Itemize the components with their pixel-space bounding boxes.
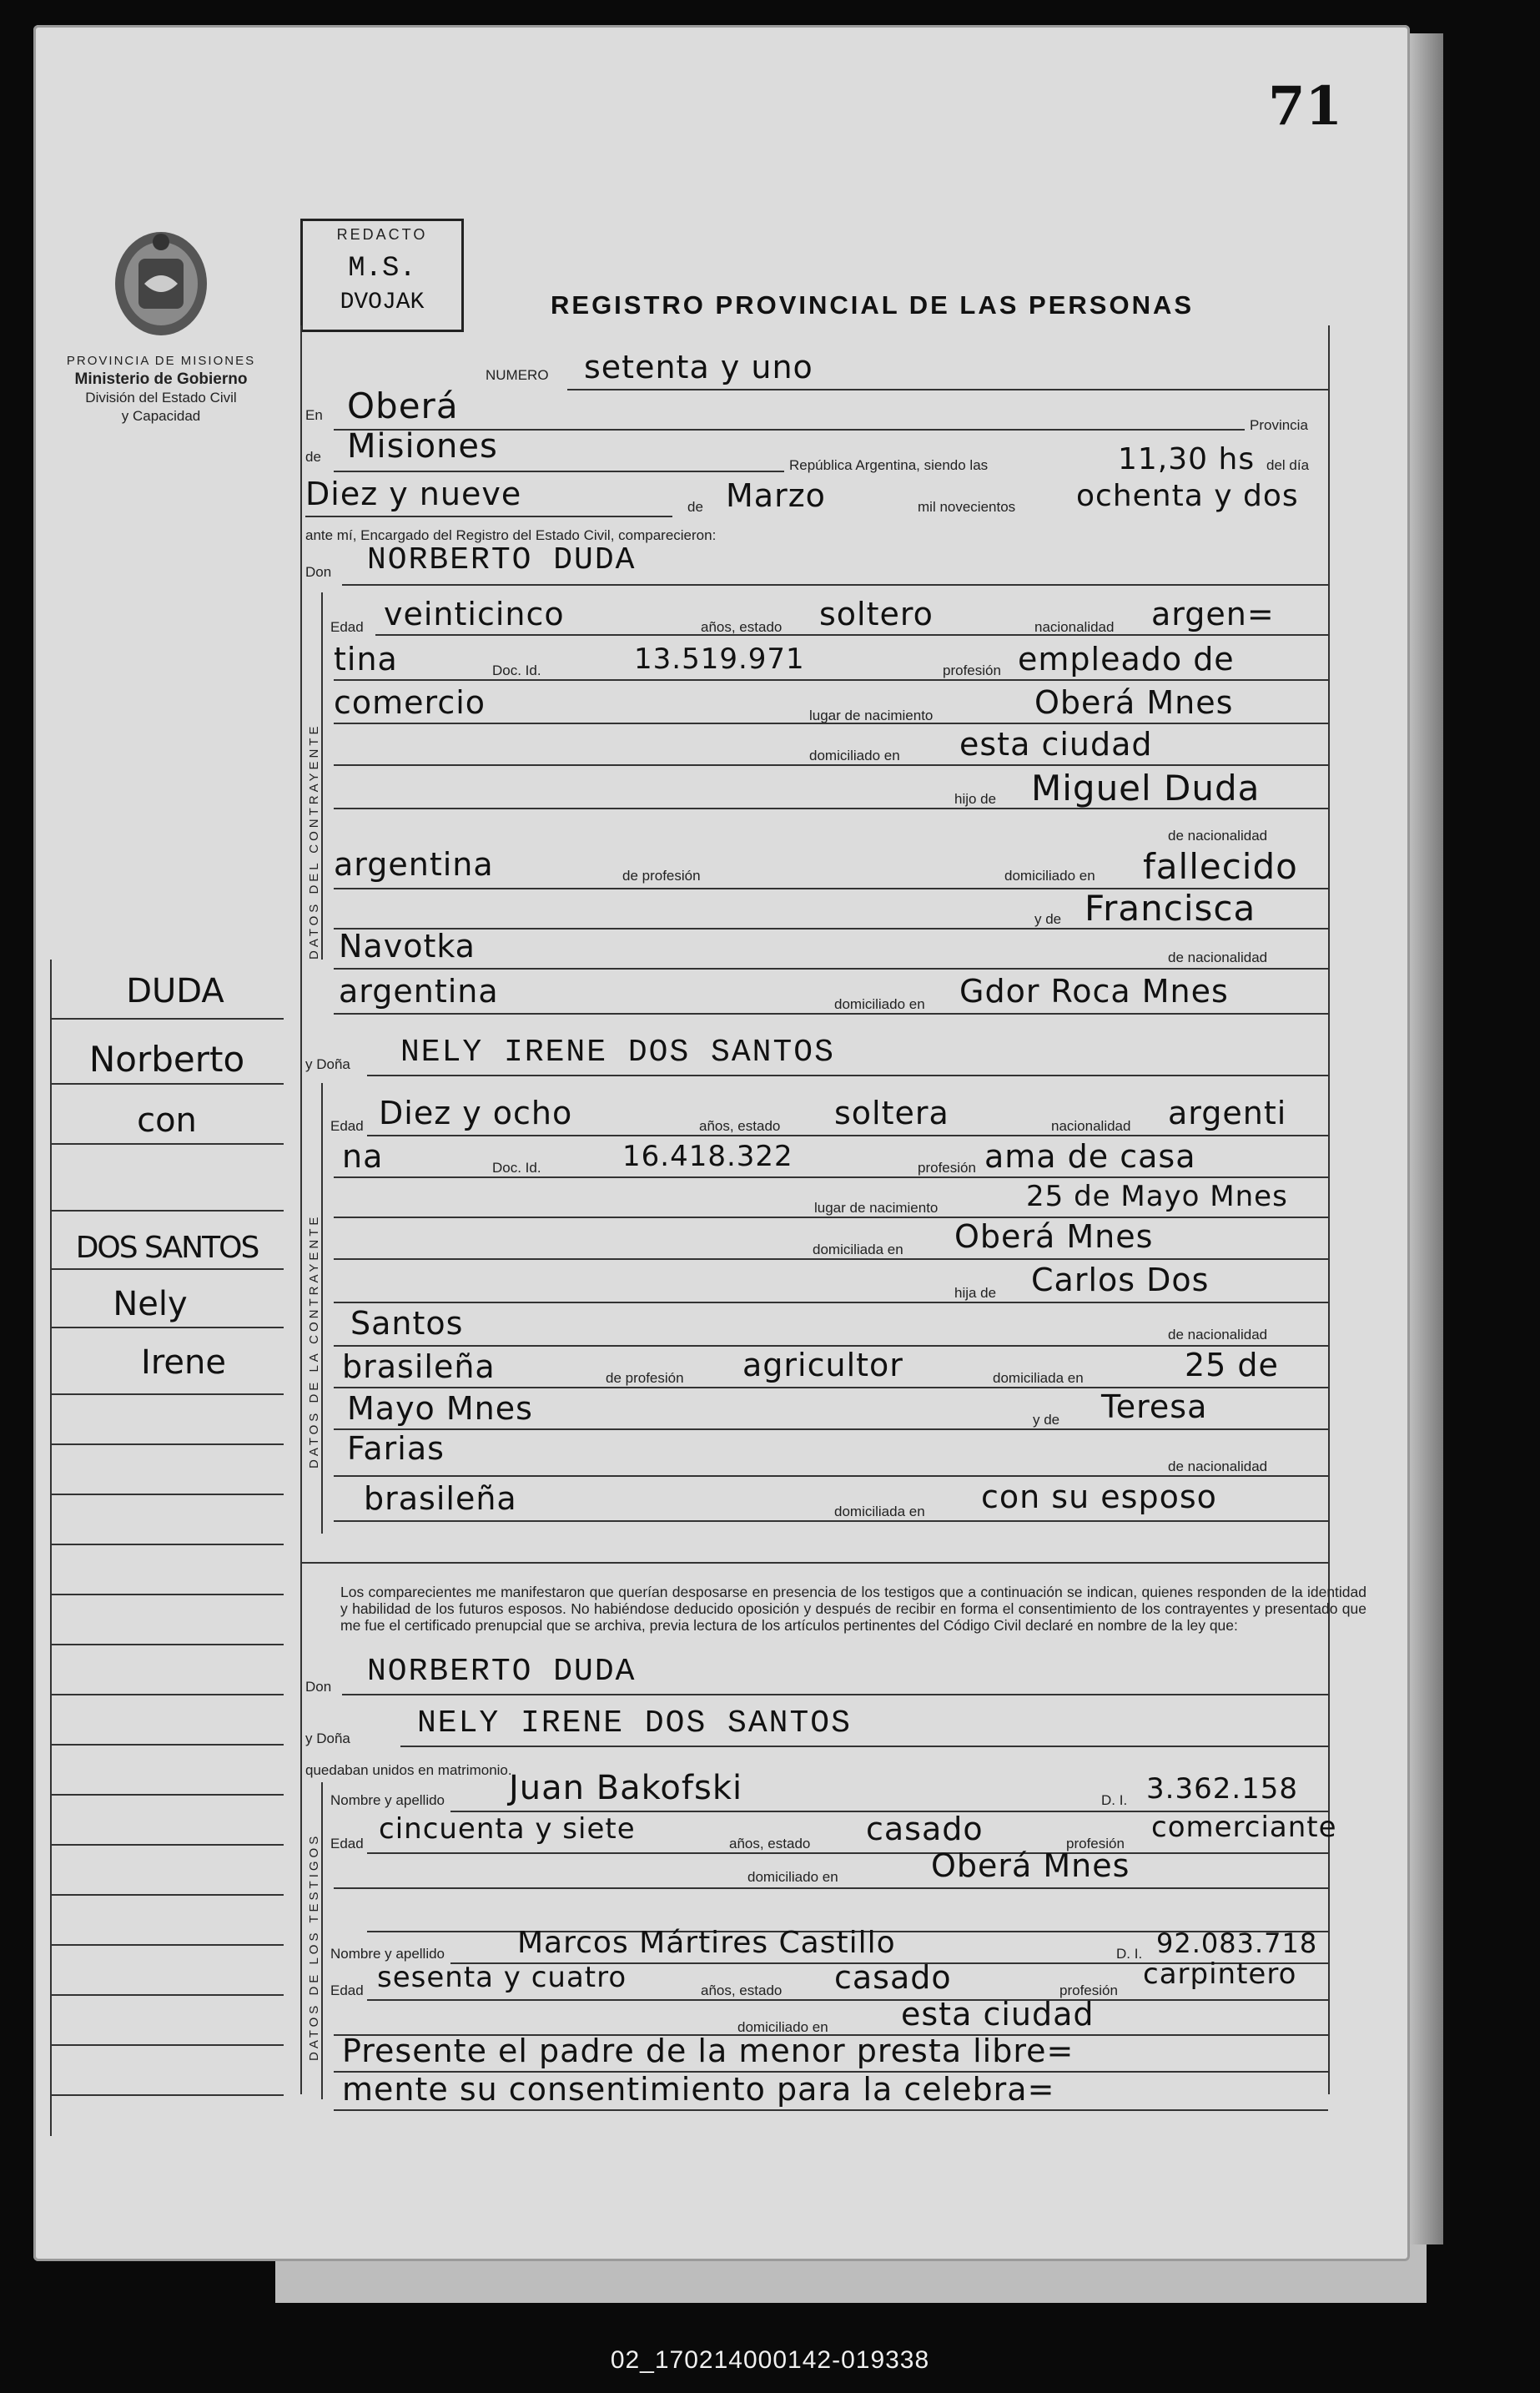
- mes-value: Marzo: [726, 477, 826, 514]
- nacionalidad-value-b: tina: [334, 641, 398, 678]
- t2-dom-label: domiciliado en: [737, 2019, 828, 2035]
- quedaban-label: quedaban unidos en matrimonio.: [305, 1762, 512, 1778]
- rule: [334, 808, 1328, 809]
- f-de-nac-label: de nacionalidad: [1168, 1327, 1268, 1343]
- madre-domicilio-value: Gdor Roca Mnes: [959, 973, 1229, 1010]
- f-estado-label: años, estado: [699, 1118, 781, 1134]
- rule: [334, 2109, 1328, 2111]
- f-domicilio-label: domiciliada en: [813, 1242, 903, 1257]
- en-value: Oberá: [347, 385, 459, 426]
- nacionalidad-value-a: argen=: [1151, 596, 1275, 632]
- margin-line: [50, 1894, 284, 1896]
- section-label-bride: DATOS DE LA CONTRAYENTE: [307, 1213, 321, 1469]
- rule: [367, 1999, 1328, 2001]
- f-doc-label: Doc. Id.: [492, 1160, 541, 1176]
- madre-nac-label: de nacionalidad: [1168, 950, 1268, 965]
- rule: [367, 1135, 1328, 1136]
- y-de-label: y de: [1034, 911, 1062, 927]
- madre-nacionalidad-value: argentina: [339, 973, 499, 1010]
- f-estado-value: soltera: [834, 1095, 949, 1131]
- margin-line: [50, 1794, 284, 1796]
- numero-label: NUMERO: [486, 367, 549, 383]
- witness-note-line2: mente su consentimiento para la celebra=: [342, 2071, 1055, 2108]
- de-value: Misiones: [347, 427, 498, 466]
- t2-edad-value: sesenta y cuatro: [377, 1961, 627, 1994]
- del-dia-label: del día: [1266, 457, 1310, 473]
- margin-line: [50, 1994, 284, 1996]
- margin-line: [50, 1844, 284, 1846]
- edad-label: Edad: [330, 619, 364, 635]
- don-label: Don: [305, 564, 332, 580]
- ante-label: ante mí, Encargado del Registro del Estado Civil, comparecieron:: [305, 527, 717, 543]
- t1-dom-label: domiciliado en: [747, 1869, 838, 1885]
- mil-label: mil novecientos: [918, 499, 1016, 515]
- rule: [334, 679, 1328, 681]
- f-padre-value-a: Carlos Dos: [1031, 1262, 1210, 1298]
- margin-line: [50, 1694, 284, 1695]
- t1-di-value: 3.362.158: [1146, 1772, 1299, 1806]
- f-edad-label: Edad: [330, 1118, 364, 1134]
- t1-estado-label: años, estado: [729, 1836, 811, 1851]
- anio-value: ochenta y dos: [1076, 479, 1299, 513]
- union-don-value: NORBERTO DUDA: [367, 1654, 637, 1690]
- y-dona-label: y Doña: [305, 1056, 350, 1072]
- register-page: [33, 25, 1410, 2261]
- rule: [334, 764, 1328, 766]
- margin-line: [50, 1083, 284, 1085]
- t1-dom-value: Oberá Mnes: [931, 1847, 1130, 1884]
- margin-line: [50, 1018, 284, 1020]
- hijo-label: hijo de: [954, 791, 997, 807]
- profesion-value-a: empleado de: [1018, 641, 1235, 678]
- margin-given-bride-2: Irene: [141, 1343, 226, 1382]
- t1-di-label: D. I.: [1101, 1792, 1128, 1808]
- document-title: REGISTRO PROVINCIAL DE LAS PERSONAS: [551, 290, 1195, 320]
- edad-value: veinticinco: [384, 596, 565, 632]
- margin-connector: con: [137, 1101, 197, 1140]
- f-dom2-label: domiciliada en: [993, 1370, 1084, 1386]
- rule: [334, 1176, 1328, 1178]
- margin-line: [50, 2094, 284, 2096]
- dia-value: Diez y nueve: [305, 476, 522, 512]
- issuer-block: [33, 352, 289, 426]
- f-doc-value: 16.418.322: [622, 1140, 793, 1173]
- redacto-initials: M.S.: [348, 253, 416, 285]
- t2-di-value: 92.083.718: [1156, 1927, 1318, 1959]
- rule: [300, 1562, 1328, 1564]
- t2-edad-label: Edad: [330, 1982, 364, 1998]
- province-label: PROVINCIA DE MISIONES: [66, 354, 256, 368]
- nacionalidad-label: nacionalidad: [1034, 619, 1115, 635]
- padre-domicilio-value: fallecido: [1143, 846, 1298, 887]
- de-nacionalidad-label: de nacionalidad: [1168, 828, 1268, 844]
- lugar-label: lugar de nacimiento: [809, 708, 934, 723]
- republica-label: República Argentina, siendo las: [789, 457, 989, 473]
- f-madre-value-a: Teresa: [1101, 1388, 1208, 1425]
- ministry-label: Ministerio de Gobierno: [74, 370, 248, 388]
- f-madre-domicilio-value: con su esposo: [981, 1479, 1217, 1515]
- hora-value: 11,30 hs: [1118, 442, 1256, 476]
- margin-line: [50, 1443, 284, 1445]
- rule: [400, 1746, 1328, 1747]
- rule: [567, 389, 1328, 390]
- section-divider: [321, 1782, 323, 2099]
- union-don-label: Don: [305, 1679, 332, 1695]
- coat-of-arms-seal-icon: [107, 225, 215, 342]
- t1-edad-value: cincuenta y siete: [379, 1812, 636, 1846]
- rule: [334, 1887, 1328, 1889]
- f-de-prof-label: de profesión: [606, 1370, 684, 1386]
- f-padre-value-b: Santos: [350, 1305, 464, 1342]
- f-nacionalidad-label: nacionalidad: [1051, 1118, 1131, 1134]
- domiciliado-label: domiciliado en: [1004, 868, 1095, 884]
- t2-estado-value: casado: [834, 1959, 952, 1996]
- t1-nombre-label: Nombre y apellido: [330, 1792, 445, 1808]
- de2-label: de: [687, 499, 703, 515]
- t2-di-label: D. I.: [1116, 1946, 1143, 1962]
- f-hija-label: hija de: [954, 1285, 997, 1301]
- rule: [342, 584, 1328, 586]
- page-number: 71: [1268, 75, 1343, 138]
- madre-value-a: Francisca: [1085, 888, 1256, 929]
- margin-line: [50, 1210, 284, 1212]
- margin-given-groom: Norberto: [88, 1039, 245, 1080]
- rule: [375, 634, 1328, 636]
- rule: [334, 1520, 1328, 1522]
- margin-line: [50, 2044, 284, 2046]
- rule: [334, 471, 784, 472]
- image-id-caption: 02_170214000142-019338: [610, 2346, 930, 2374]
- f-madre-nacionalidad-value: brasileña: [364, 1480, 517, 1517]
- margin-surname-bride: DOS SANTOS: [75, 1231, 259, 1265]
- t2-nombre-label: Nombre y apellido: [330, 1946, 445, 1962]
- domicilio-value: esta ciudad: [959, 726, 1153, 763]
- rule: [334, 723, 1328, 724]
- page-edge: [1410, 33, 1443, 2244]
- section-divider: [321, 592, 323, 960]
- margin-line: [50, 1327, 284, 1328]
- margin-line: [50, 1594, 284, 1595]
- padre-nacionalidad-value: argentina: [334, 846, 494, 883]
- form-left-border: [300, 325, 302, 2094]
- padre-value: Miguel Duda: [1031, 768, 1261, 809]
- estado-label: años, estado: [701, 619, 783, 635]
- redacto-box: [300, 219, 464, 332]
- f-domicilio-value: Oberá Mnes: [954, 1218, 1154, 1255]
- t2-profesion-label: profesión: [1059, 1982, 1118, 1998]
- rule: [334, 968, 1328, 970]
- f-madre-nac-label: de nacionalidad: [1168, 1458, 1268, 1474]
- margin-line: [50, 1944, 284, 1946]
- margin-given-bride-1: Nely: [113, 1285, 188, 1323]
- capacity-label: y Capacidad: [121, 408, 201, 424]
- rule: [334, 928, 1328, 929]
- margin-left-rule: [50, 960, 52, 2136]
- division-label: División del Estado Civil: [85, 390, 237, 406]
- estado-value: soltero: [819, 596, 934, 632]
- profesion-label: profesión: [943, 662, 1001, 678]
- f-padre-domicilio-b: Mayo Mnes: [347, 1390, 533, 1427]
- profesion-value-b: comercio: [334, 684, 486, 721]
- section-label-groom: DATOS DEL CONTRAYENTE: [307, 723, 321, 960]
- f-padre-profesion-value: agricultor: [742, 1347, 903, 1383]
- rule: [334, 1258, 1328, 1260]
- provincia-label: Provincia: [1250, 417, 1308, 433]
- t2-profesion-value: carpintero: [1143, 1957, 1297, 1991]
- numero-value: setenta y uno: [584, 349, 813, 385]
- margin-line: [50, 1143, 284, 1145]
- t1-profesion-value: comerciante: [1151, 1811, 1337, 1844]
- en-label: En: [305, 407, 323, 423]
- margin-line: [50, 1544, 284, 1545]
- f-nacionalidad-value-b: na: [342, 1138, 384, 1175]
- f-edad-value: Diez y ocho: [379, 1095, 573, 1131]
- t1-nombre-value: Juan Bakofski: [509, 1769, 743, 1807]
- f-madre-dom-label: domiciliada en: [834, 1504, 925, 1519]
- don-value: NORBERTO DUDA: [367, 542, 637, 578]
- bride-name: NELY IRENE DOS SANTOS: [400, 1035, 835, 1071]
- union-dona-label: y Doña: [305, 1731, 350, 1746]
- section-divider: [321, 1083, 323, 1534]
- lugar-value: Oberá Mnes: [1034, 684, 1234, 721]
- rule: [367, 1075, 1328, 1076]
- rule: [334, 1428, 1328, 1430]
- f-lugar-value: 25 de Mayo Mnes: [1026, 1180, 1288, 1213]
- rule: [334, 1217, 1328, 1218]
- t2-estado-label: años, estado: [701, 1982, 783, 1998]
- doc-value: 13.519.971: [634, 642, 805, 676]
- margin-line: [50, 1268, 284, 1270]
- de-profesion-label: de profesión: [622, 868, 701, 884]
- rule: [305, 516, 672, 517]
- t1-edad-label: Edad: [330, 1836, 364, 1851]
- union-dona-value: NELY IRENE DOS SANTOS: [417, 1705, 852, 1741]
- t2-nombre-value: Marcos Mártires Castillo: [517, 1926, 896, 1960]
- rule: [334, 1475, 1328, 1477]
- margin-line: [50, 1494, 284, 1495]
- margin-line: [50, 1644, 284, 1645]
- t2-dom-value: esta ciudad: [901, 1996, 1095, 2033]
- rule: [342, 1694, 1328, 1695]
- doc-label: Doc. Id.: [492, 662, 541, 678]
- t1-estado-value: casado: [866, 1811, 984, 1847]
- margin-line: [50, 1393, 284, 1395]
- f-nacionalidad-value-a: argenti: [1168, 1095, 1287, 1131]
- legal-paragraph: Los comparecientes me manifestaron que querían desposarse en presencia de los testigos que a continuación se indican, quienes responden de la identidad y habilidad de los futuros esposos. No habiéndose deducido oposición y después de recibir en forma el consentimiento de los contrayentes y presentado que me fue el certificado prenupcial que se archiva, previa lectura de los artículos pertinentes del Código Civil declaré en nombre de la ley que:: [340, 1584, 1366, 1634]
- redacto-label: REDACTO: [336, 226, 428, 243]
- de-label: de: [305, 449, 321, 465]
- rule: [367, 1852, 1328, 1854]
- f-y-de-label: y de: [1033, 1412, 1060, 1428]
- section-label-witnesses: DATOS DE LOS TESTIGOS: [307, 1832, 321, 2061]
- f-profesion-label: profesión: [918, 1160, 976, 1176]
- f-padre-nacionalidad-value: brasileña: [342, 1348, 496, 1385]
- margin-line: [50, 1744, 284, 1746]
- f-padre-domicilio-a: 25 de: [1185, 1347, 1279, 1383]
- madre-domicilio-label: domiciliado en: [834, 996, 925, 1012]
- redacto-name: DVOJAK: [340, 290, 425, 315]
- witness-note-line1: Presente el padre de la menor presta libre=: [342, 2033, 1074, 2069]
- rule: [334, 1013, 1328, 1015]
- madre-value-b: Navotka: [339, 928, 476, 965]
- f-profesion-value: ama de casa: [984, 1138, 1196, 1175]
- f-lugar-label: lugar de nacimiento: [814, 1200, 939, 1216]
- margin-surname-groom: DUDA: [126, 972, 224, 1010]
- f-madre-value-b: Farias: [347, 1430, 445, 1467]
- domicilio-label: domiciliado en: [809, 748, 900, 763]
- rule: [334, 1302, 1328, 1303]
- t1-profesion-label: profesión: [1066, 1836, 1125, 1851]
